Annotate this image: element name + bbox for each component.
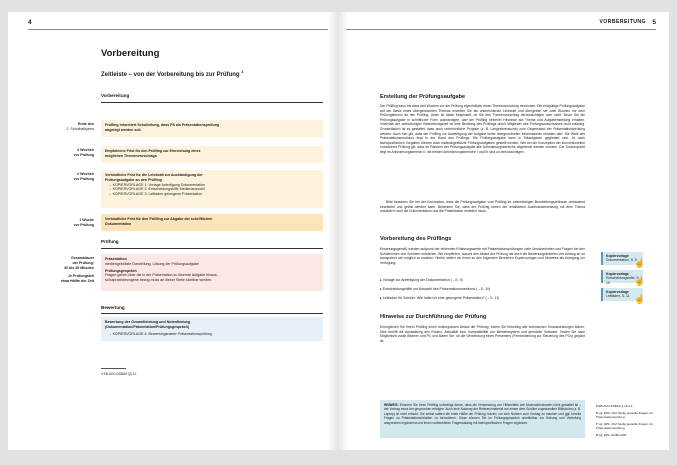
paragraph: Bitte beachten Sie bei der Konzeption, dass die Prüfungsaufgabe vom Prüfling im zweiwöchigen Bearbeitungszeitraum umfassend bearbeitet und gelöst werden kann. Bedenken Sie, dass der Prüfling neben der inhaltlichen Auseinandersetzung mit dem Thema zusätzlich noch die Dokumentation und die Präsentation erstellen muss. bbox=[380, 200, 585, 214]
copy-template-ref-title: Kopiervorlage bbox=[606, 272, 629, 276]
timeline-text: Prüfling informiert Schulleitung, dass PS als Präsentationsprüfung bbox=[105, 123, 220, 127]
timeline-label-main: 3 Wochen bbox=[77, 148, 94, 152]
timeline-label bbox=[34, 122, 94, 132]
page-number: 5 bbox=[652, 19, 656, 26]
footnote bbox=[596, 422, 658, 430]
timeline-text: Verbindliche Frist für die Lehrkraft zur Aushändigung der bbox=[105, 173, 203, 177]
timeline-text: abgelegt werden soll. bbox=[105, 127, 142, 132]
list-item: ▸ Entscheidungshilfe zur Auswahl des Präsentationsmediums (→S. 10) bbox=[380, 287, 585, 292]
exam-box bbox=[101, 254, 323, 291]
timeline-label bbox=[34, 172, 94, 182]
timeline-title bbox=[101, 70, 331, 78]
hand-pointer-icon: ☝ bbox=[634, 294, 646, 304]
section-heading-vorbereitung: Vorbereitung bbox=[101, 93, 130, 98]
section-heading-bewertung: Bewertung bbox=[101, 305, 125, 310]
timeline-label-main: 2 Wochen bbox=[77, 172, 94, 176]
page-number: 4 bbox=[28, 19, 32, 26]
timeline-text: möglichen Themenvorschlags bbox=[105, 153, 157, 158]
divider bbox=[101, 102, 323, 103]
timeline-label-main: 1 Woche bbox=[79, 218, 94, 222]
timeline-label bbox=[34, 256, 94, 284]
left-page bbox=[8, 12, 338, 450]
timeline-text: Prüfungsaufgabe an den Prüfling bbox=[105, 177, 162, 182]
hand-pointer-icon: ☝ bbox=[634, 258, 646, 268]
copy-template-ref-sub: Leitfaden, S. 11 bbox=[606, 294, 630, 299]
divider bbox=[101, 248, 323, 249]
divider bbox=[101, 313, 323, 314]
copy-template-link[interactable]: → KOPIERVORLAGE 1: Vorlage Anfertigung Dokumentation bbox=[108, 182, 206, 187]
timeline-label-sub: vor Prüfung bbox=[73, 152, 94, 157]
timeline-box bbox=[101, 214, 323, 231]
timeline-title-text: Zeitleiste – von der Vorbereitung bis zur Prüfung bbox=[101, 72, 240, 78]
timeline-label-sub: vor Prüfung bbox=[73, 222, 94, 227]
timeline-box bbox=[101, 120, 323, 137]
footnote-number: 8 bbox=[596, 433, 598, 437]
copy-template-link[interactable]: → KOPIERVORLAGE 2: Entscheidungshilfe Medienauswahl bbox=[108, 187, 205, 192]
footnote-number: 6 bbox=[596, 411, 598, 415]
footnote bbox=[596, 411, 658, 419]
evaluation-text: Bewertung der Gesamtleistung und Notenfindung bbox=[105, 320, 191, 324]
page-title: Vorbereitung bbox=[101, 48, 160, 59]
section-title: Erstellung der Prüfungsaufgabe bbox=[380, 94, 466, 100]
footnote-number: 5 bbox=[596, 404, 598, 408]
evaluation-text: (Dokumentation/Präsentation/Prüfungsgespräch) bbox=[105, 324, 190, 329]
copy-template-ref-title: Kopiervorlage bbox=[606, 290, 629, 294]
timeline-text: Verbindliche Frist für den Prüfling zur Abgabe der schriftlichen bbox=[105, 217, 213, 221]
exam-part-text: mediengestützte Darstellung, Lösung der Prüfungsaufgabe bbox=[105, 261, 199, 266]
footnote bbox=[596, 404, 658, 408]
hint-label: HINWEIS: bbox=[384, 403, 399, 407]
timeline-label-sub: 2. Schulhalbjahrs bbox=[66, 126, 94, 131]
copy-template-link[interactable]: → KOPIERVORLAGE 3: Leitfaden gelungene Präsentation bbox=[108, 192, 203, 197]
right-page bbox=[338, 12, 669, 450]
timeline-label-main: Gesamtdauer bbox=[71, 256, 94, 260]
copy-template-ref-title: Kopiervorlage bbox=[606, 254, 629, 258]
exam-part-title: Präsentation bbox=[105, 257, 127, 261]
copy-template-link[interactable]: → KOPIERVORLAGE 4: Bewertungsraster Präsentationsprüfung bbox=[108, 331, 212, 336]
paragraph: Ermöglichen Sie Ihrem Prüfling einen reibungslosen Ablauf der Prüfung, indem Sie frühzeitig alle technischen Voraussetzungen klären. Dies betrifft die Ausstattung des Raums, Aktualität bzw. Kompatibilität von Betriebssystem und genutzter Software. Testen Sie nach Möglichkeit vorab Beamer und PC und klären Sie, ob die Verwendung eines Presenters (Fernbedienung zur Steuerung des PCs) geplant ist. bbox=[380, 325, 585, 343]
timeline-box bbox=[101, 170, 323, 208]
timeline-label-main: Ende des bbox=[78, 122, 94, 126]
footnote-text: vgl. EPA, PA2 häufig gestellte Fragen zur Präsentationsprüfung. bbox=[596, 411, 654, 420]
running-head: VORBEREITUNG bbox=[599, 19, 646, 25]
exam-part-text: schulpraxisbezogene bezug muss an dieser Stelle sichtbar werden. bbox=[105, 278, 213, 283]
timeline-label-main: der Prüfung: bbox=[72, 260, 94, 265]
section-title: Vorbereitung des Prüflings bbox=[380, 236, 452, 242]
evaluation-box bbox=[101, 317, 323, 341]
footnote-text: vgl. EPA, PA2 häufig gestellte Fragen zur Präsentationsprüfung. bbox=[596, 422, 654, 431]
footnote-text: EB-AVO-DSBAK § 16.4.1. bbox=[598, 404, 634, 408]
timeline-label bbox=[34, 218, 94, 228]
timeline-label-main: Je Prüfungsteil bbox=[68, 274, 94, 279]
timeline-label bbox=[34, 148, 94, 158]
list-item: ▸ Vorlage zur Anfertigung der Dokumentation (→S. 9) bbox=[380, 278, 585, 283]
copy-template-ref-sub: Entscheidungshilfe, S. 10 bbox=[606, 276, 640, 285]
exam-part-title: Prüfungsgespräch bbox=[105, 268, 137, 273]
hint-box bbox=[380, 400, 585, 438]
timeline-label-main: etwa Hälfte der Zeit bbox=[61, 279, 94, 284]
paragraph: Der Prüfling kann bis etwa drei Wochen vor der Prüfung eigeninitiativ einen Themenvorschlag einreichen. Die endgültige Prüfungsaufgabe auf der Basis eines übergeordneten Themas erstellen Sie als unterrichtende Lehrkraft und übergeben sie zwei Wochen vor dem Prüfungstermin an den Prüfling. Ihnen ist dabei freigestellt, ob Sie den Themenvorschlag berücksichtigen oder nicht. Bevor Sie die Prüfungsaufgabe in schriftlicher Form aushändigen, darf der Prüfling keinerlei Hinweise auf Thema und Aufgabenstellung erhalten. Innerhalb der zweiwöchigen Bearbeitungszeit ist eine Beratung des Prüflings durch Mitglieder des Prüfungsausschusses nicht zulässig. Grundsätzlich ist es gestattet, dass auch unterrichtliche Projekte (z. B. Langzeitversuche) zum Gegenstand der Präsentationsprüfung werden. Auch hier gilt, dass der Prüfling zur Ausfertigung der Aufgabe keine übergeordneten Informationen erhalten darf. Die Wahl des Präsentationsmediums liegt in der Hand des Prüflings. Die Prüfungsaufgabe kann in Teilaufgaben gegliedert sein. Je nach fachspezifischen Vorgaben können auch materialgestützte Prüfungsaufgaben gestellt werden. Wie bei der Konzeption der konventionellen mündlichen Prüfung gilt, dass im Rahmen der Prüfungsaufgabe alle Anforderungsbereiche abgedeckt werden müssen. Der Schwerpunkt liegt im Anforderungsbereich II, die beiden Anforderungsbereiche I und III sind zu berücksichtigen. bbox=[380, 104, 585, 154]
copy-template-ref-sub: Dokumentation, S. 9 bbox=[606, 258, 637, 263]
footnote-number: 7 bbox=[596, 422, 598, 426]
footnote-text: 4 EB-AVO-DSBAK §§ 3 f. bbox=[101, 372, 138, 376]
paragraph: Erwartungsgemäß werden aufgrund der fehlenden Erfahrungswerte mit Präsentationsprüfungen viele Unsicherheiten und Fragen bei den Schülerinnen und Schülern entstehen. Wir empfehlen, sowohl den Ablauf der Prüfung als auch die Bewertungskriterien von Anfang an so transparent wie möglich zu machen. Hierfür stellen wir Ihnen zu den folgenden Bereichen Kopiervorlagen und Hinweise als Anregung zur Verfügung: bbox=[380, 247, 585, 265]
footnote-ref: 4 bbox=[241, 70, 244, 74]
section-heading-pruefung: Prüfung bbox=[101, 239, 119, 244]
timeline-label-main: 30 bis 45 Minuten bbox=[64, 265, 94, 270]
exam-part-text: Fragen gehen über die in der Präsentation zu lösende Aufgabe hinaus, bbox=[105, 273, 218, 278]
timeline-text: Empfohlene Frist für den Prüfling zur Einreichung eines bbox=[105, 149, 201, 153]
left-page-header bbox=[28, 19, 328, 30]
timeline-box bbox=[101, 146, 323, 163]
footnote bbox=[101, 368, 221, 376]
footnote-text: vgl. EPA, EGBa AHR. bbox=[598, 433, 628, 437]
hand-pointer-icon: ☝ bbox=[634, 276, 646, 286]
right-page-header bbox=[346, 19, 656, 30]
timeline-text: Dokumentation bbox=[105, 221, 132, 226]
footnote-rule bbox=[101, 368, 126, 369]
list-item: ▸ Leitfaden für Schüler: Wie halte ich eine gelungene Präsentation? (→S. 11) bbox=[380, 296, 585, 301]
section-title: Hinweise zur Durchführung der Prüfung bbox=[380, 314, 487, 320]
footnote bbox=[596, 433, 658, 437]
hint-text: Erinnern Sie Ihren Prüfling unbedingt daran, dass die Verwendung von Hilfsmitteln wie Moderationskarten nicht gestattet ist – der Vortrag muss frei gesprochen erfolgen. Auch eine Nutzung der Referenzmaterial auf einem dem Schüler zugewandten Bildschirm (z. B. Laptop) ist nicht erlaubt. Sie selbst sollten die erste Hälfte der Prüfung nutzen, um sich Notizen zum Vortrag zu machen und ggf. bereits Fragen zu Präsentationsinhalten zu formulieren. Diese können Sie im Prüfungsgespräch unmittelbar zur Klärung und Vertiefung ansprechen ergänzend und ihnen vorbereiteten Fragenkatalog mit fachspezifischen Fragen ergänzen. bbox=[384, 403, 581, 425]
timeline-label-sub: vor Prüfung bbox=[73, 176, 94, 181]
